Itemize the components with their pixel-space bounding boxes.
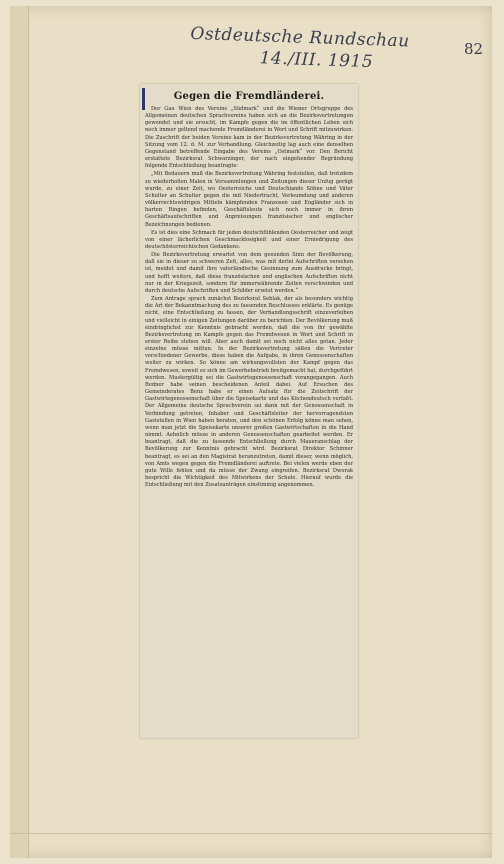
page-number: 82 — [464, 40, 484, 58]
newspaper-clipping — [140, 84, 358, 738]
article-title: Gegen die Fremdländerei. — [173, 91, 325, 102]
bottom-divider — [10, 833, 492, 834]
article-paragraph: Es ist dies eine Schmach für jeden deutschfühlenden Oesterreicher und zeigt von einer lächerlichen Geschmacklosigkeit und einer Erniedrigung des deutschösterreichischen Gedankens. — [145, 229, 353, 250]
article-paragraph: Die Bezirksvertretung erwartet von dem gesunden Sinn der Bevölkerung, daß sie in dieser so schweren Zeit, alles, was mit derlei Aufschriften versehen ist, meidet und damit ihre vaterländische Gesinnung zum Ausdrucke bringt, und hofft weiters, daß diese französischen und englischen Aufschriften nicht nur in der Kriegszeit, sondern für immerwährende Zeiten verschwinden und durch deutsche Aufschriften und Schilder ersetzt werden.“ — [145, 252, 353, 294]
handwritten-date: 14./III. 1915 — [259, 48, 374, 73]
article-paragraph: Zum Antrage sprach zunächst Bezirksrat Seblak, der als besonders wichtig die Art der Bekanntmachung des zu fassenden Beschlusses erklärte. Es genüge nicht, eine Entschließung zu fassen, der Verhandlungsschrift einzuverleiben und vielleicht in einigen Zeitungen darüber zu berichten. Der Bevölkerung muß eindringlichst zur Kenntnis gebracht werden, daß die von ihr gewählte Bezirksvertretung im Kampfe gegen das Fremdwesen in Wort und Schrift in erster Reihe stehen will. Aber auch damit sei noch nicht alles getan. Jeder einzelne müsse mittun. In der Bezirksvertretung säßen die Vertreter verschiedener Gewerbe, diese haben die Aufgabe, in ihren Genossenschaften weiter zu wirken. So könne am wirkungsvollsten der Kampf gegen das Fremdwesen, soweit es sich im Gewerbebetrieb breitgemacht hat, durchgeführt werden. Mustergültig sei die Gastwirtegenossenschaft vorangegangen. Auch Redner habe seinen bescheidenen Anteil dabei. Auf Ersuchen des Gemeinderates Benz habe er einen Aufsatz für die Zeitschrift der Gastwirtegenossenschaft über die Speisekarte und das Küchendeutsch verfaßt. Der Allgemeine deutsche Sprachverein sei dann mit der Genossenschaft in Verbindung getreten, Inhaber und Geschäftsleiter der hervorragendsten Gaststellen in Wien haben beraten, und den schönen Erfolg könne man sehen, wenn man jetzt die Speisekarte unserer großen Gastwirtschaften in die Hand nimmt. Aehnlich müsse in anderen Genossenschaften gearbeitet werden. Er beantragt, daß die zu fassende Entschließung durch Maueranschlag der Bevölkerung zur Kenntnis gebracht wird. Bezirksrat Direktor Schinner beantragt, es sei an den Magistrat heranzutreten, damit dieser, wenn möglich, von Amts wegen gegen die Fremdländerei auftrete. Bei vielen werde eben der gute Wille fehlen und da müsse der Zwang eingreifen. Bezirksrat Dworak bespricht die Wichtigkeit des Mitwirkens der Schule. Hierauf wurde die Entschließung mit den Zusatzanträgen einstimmig angenommen. — [145, 296, 353, 489]
article-paragraph: „Mit Bedauern muß die Bezirksvertretung Währing feststellen, daß trotzdem zu wiederholten Malen in Versammlungen und Zeitungen dieser Unfug gerügt wurde, zu einer Zeit, wo Oesterreichs und Deutschlands Söhne und Väter Schulter an Schulter gegen die mit Niedertracht, Verleumdung und anderen völkerrechtswidrigen Mitteln kämpfenden Franzosen und Engländer sich in harten Ringen befinden, Geschäftsleute sich noch immer in ihren Geschäftsaufschriften und Anpreisungen französischer und englischer Bezeichnungen bedienen. — [145, 171, 353, 228]
clipping-edge-marker — [142, 88, 145, 110]
handwritten-annotation — [189, 24, 430, 74]
article-body — [145, 106, 353, 489]
binding-strip — [10, 6, 29, 858]
handwritten-source: Ostdeutsche Rundschau — [190, 23, 410, 52]
article-paragraph: Der Gau Wien des Vereins „Südmark“ und die Wiener Ortsgruppe des Allgemeinen deutschen Sprachvereins haben sich an die Bezirksvertretungen gewendet und sie ersucht, im Kampfe gegen die im öffentlichen Leben sich noch immer geltend machende Fremdländerei in Wort und Schrift mitzuwirken. Die Zuschrift der beiden Vereine kam in der Bezirksvertretung Währing in der Sitzung vom 12. d. M. zur Verhandlung. Gleichzeitig lag auch eine denselben Gegenstand betreffende Eingabe des Vereins „Ostmark“ vor. Den Bericht erstattete Bezirksrat Schwarzinger, der nach eingehender Begründung folgende Entschließung beantragte: — [145, 106, 353, 170]
